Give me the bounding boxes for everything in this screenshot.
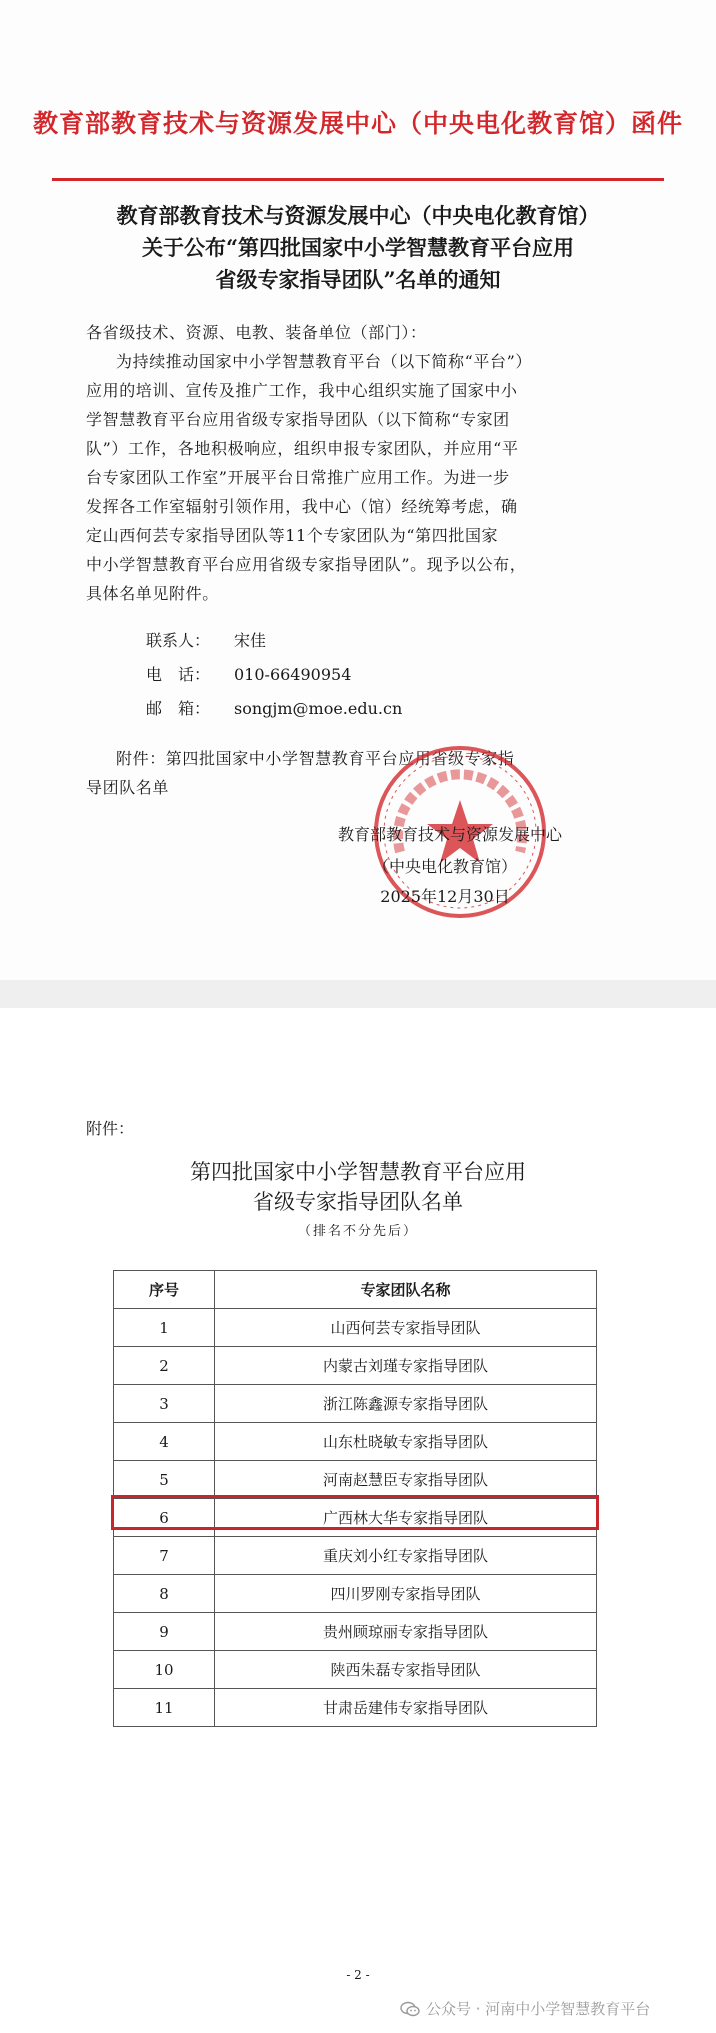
- team-name: 贵州顾琼丽专家指导团队: [215, 1613, 597, 1651]
- footer-text: 公众号 · 河南中小学智慧教育平台: [426, 2000, 651, 2018]
- column-header-name: 专家团队名称: [215, 1271, 597, 1309]
- body-line: 为持续推动国家中小学智慧教育平台（以下简称“平台”）: [116, 352, 532, 371]
- body-line: 应用的培训、宣传及推广工作，我中心组织实施了国家中小: [86, 381, 518, 400]
- team-name: 甘肃岳建伟专家指导团队: [215, 1689, 597, 1727]
- contact-value: 宋佳: [234, 631, 267, 650]
- table-row: [114, 1689, 597, 1727]
- table-row: [114, 1423, 597, 1461]
- table-row: [114, 1385, 597, 1423]
- contact-value: songjm@moe.edu.cn: [234, 699, 403, 718]
- row-number: 11: [114, 1689, 215, 1727]
- row-number: 7: [114, 1537, 215, 1575]
- page-gap: [0, 980, 716, 1008]
- watermark-footer: [400, 1998, 650, 2019]
- letterhead: 教育部教育技术与资源发展中心（中央电化教育馆）函件: [32, 109, 683, 138]
- contact-value: 010-66490954: [234, 665, 352, 684]
- table-row: [114, 1575, 597, 1613]
- row-number: 9: [114, 1613, 215, 1651]
- contact-label: 电 话：: [146, 665, 211, 684]
- body-line: 中小学智慧教育平台应用省级专家指导团队”。现予以公布，: [86, 555, 527, 574]
- team-name: 陕西朱磊专家指导团队: [215, 1651, 597, 1689]
- row-number: 10: [114, 1651, 215, 1689]
- table-row: [114, 1537, 597, 1575]
- notice-title-line-1: 教育部教育技术与资源发展中心（中央电化教育馆）: [116, 203, 600, 228]
- body-line: 具体名单见附件。: [86, 584, 219, 603]
- team-name: 广西林大华专家指导团队: [215, 1499, 597, 1537]
- team-name: 河南赵慧臣专家指导团队: [215, 1461, 597, 1499]
- table-row: [114, 1651, 597, 1689]
- row-number: 3: [114, 1385, 215, 1423]
- body-line: 学智慧教育平台应用省级专家指导团队（以下简称“专家团: [86, 410, 510, 429]
- team-name: 四川罗刚专家指导团队: [215, 1575, 597, 1613]
- row-number: 1: [114, 1309, 215, 1347]
- salutation: 各省级技术、资源、电教、装备单位（部门）：: [86, 323, 427, 342]
- team-name: 山东杜晓敏专家指导团队: [215, 1423, 597, 1461]
- highlight-box: [111, 1495, 599, 1530]
- signature-org-alt: （中央电化教育馆）: [372, 857, 517, 876]
- contact-label: 联系人：: [146, 631, 211, 650]
- team-name: 山西何芸专家指导团队: [215, 1309, 597, 1347]
- notice-title-line-2: 关于公布“第四批国家中小学智慧教育平台应用: [141, 235, 575, 260]
- table-row: [114, 1613, 597, 1651]
- attachment-page: [0, 1008, 716, 2033]
- attachment-line: 导团队名单: [86, 778, 170, 797]
- team-name: 浙江陈鑫源专家指导团队: [215, 1385, 597, 1423]
- notice-body: [86, 347, 636, 608]
- table-header-row: [114, 1271, 597, 1309]
- row-number: 8: [114, 1575, 215, 1613]
- body-line: 定山西何芸专家指导团队等11个专家团队为“第四批国家: [86, 526, 499, 545]
- list-subtitle: （排名不分先后）: [297, 1224, 418, 1239]
- table-row-highlighted: [114, 1461, 597, 1499]
- team-name: 内蒙古刘瑾专家指导团队: [215, 1347, 597, 1385]
- attachment-label: 附件：: [86, 1119, 135, 1138]
- notice-page: [0, 0, 716, 980]
- body-line: 队”）工作，各地积极响应，组织申报专家团队，并应用“平: [86, 439, 519, 458]
- contact-label: 邮 箱：: [146, 699, 211, 718]
- notice-title-line-3: 省级专家指导团队”名单的通知: [215, 267, 501, 292]
- team-name: 重庆刘小红专家指导团队: [215, 1537, 597, 1575]
- signature-date: 2025年12月30日: [380, 887, 510, 906]
- contact-person: [146, 628, 266, 651]
- page-number: - 2 -: [346, 1968, 370, 1982]
- contact-email: [146, 696, 402, 719]
- column-header-no: 序号: [114, 1271, 215, 1309]
- table-row: [114, 1309, 597, 1347]
- body-line: 台专家团队工作室”开展平台日常推广应用工作。为进一步: [86, 468, 510, 487]
- list-title-line-1: 第四批国家中小学智慧教育平台应用: [190, 1160, 526, 1184]
- wechat-icon: [400, 2001, 420, 2017]
- signature-org: 教育部教育技术与资源发展中心: [337, 825, 562, 844]
- row-number: 5: [114, 1461, 215, 1499]
- list-title-line-2: 省级专家指导团队名单: [253, 1190, 463, 1214]
- attachment-line: 附件：第四批国家中小学智慧教育平台应用省级专家指: [116, 749, 515, 768]
- letterhead-divider: [52, 178, 664, 181]
- row-number: 6: [114, 1499, 215, 1537]
- contact-phone: [146, 662, 351, 685]
- body-line: 发挥各工作室辐射引领作用，我中心（馆）经统筹考虑，确: [86, 497, 518, 516]
- row-number: 4: [114, 1423, 215, 1461]
- table-row: [114, 1347, 597, 1385]
- row-number: 2: [114, 1347, 215, 1385]
